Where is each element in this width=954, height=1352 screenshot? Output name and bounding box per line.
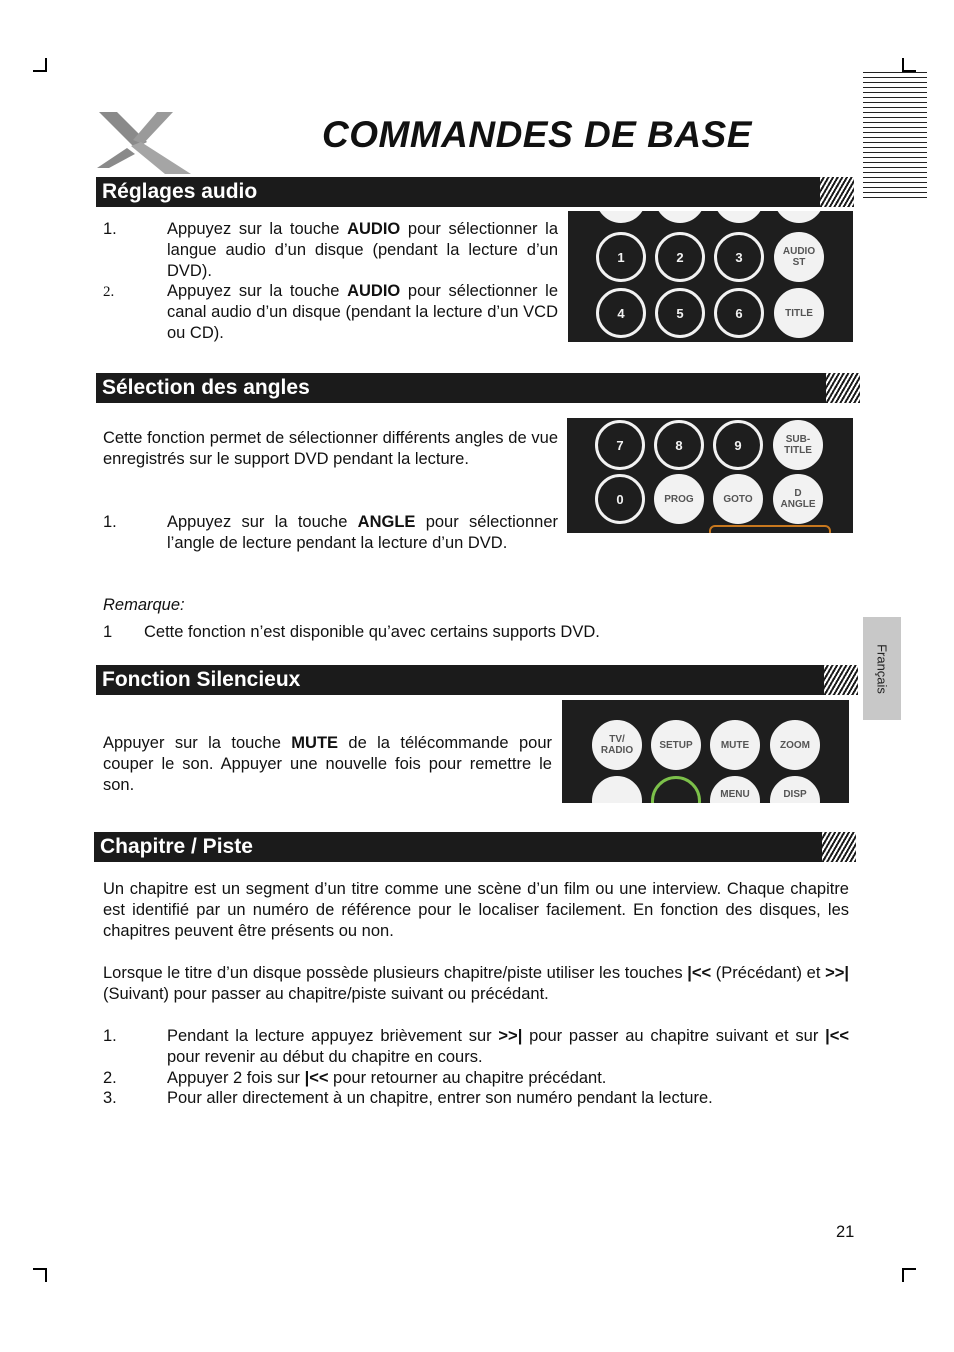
language-tab: Français (863, 617, 901, 720)
heading-pattern (826, 373, 860, 403)
remote-button-3: 3 (714, 232, 764, 282)
remote-button-disp: DISP (770, 776, 820, 803)
crop-mark-bottom-left (33, 1268, 47, 1282)
chapter-paragraph-1: Un chapitre est un segment d’un titre comme une scène d’un film ou une interview. Chaque chapitre est identifié par un numéro de référence pour le localiser facilement. En fonction des disques, les chapitres peuvent être présents ou non. (103, 880, 849, 940)
remote-button-menu: MENU (710, 776, 760, 803)
list-number: 1. (103, 513, 117, 531)
brand-logo-icon (95, 108, 195, 176)
list-number: 1. (103, 220, 117, 238)
mute-paragraph: Appuyer sur la touche MUTE de la télécommande pour couper le son. Appuyer une nouvelle fois pour remettre le son. (103, 734, 552, 794)
remote-button-8: 8 (654, 420, 704, 470)
list-number: 2. (103, 1069, 117, 1087)
remote-button-0: 0 (595, 474, 645, 524)
list-item: Appuyer 2 fois sur |<< pour retourner au chapitre précédant. (167, 1069, 607, 1087)
remote-button-6: 6 (714, 288, 764, 338)
remote-button-zoom: ZOOM (770, 720, 820, 770)
remark-text: Cette fonction n’est disponible qu’avec certains supports DVD. (144, 623, 600, 641)
highlight-frame (709, 525, 831, 533)
remote-button-prog: PROG (654, 474, 704, 524)
remark-number: 1 (103, 623, 113, 641)
list-number: 3. (103, 1089, 117, 1107)
list-item: Pour aller directement à un chapitre, entrer son numéro pendant la lecture. (167, 1089, 713, 1107)
remote-button (714, 211, 764, 223)
remote-image-audio (568, 211, 853, 342)
remote-button-partial (592, 776, 642, 803)
remote-button-tv-radio: TV/ RADIO (592, 720, 642, 770)
chapter-paragraph-2: Lorsque le titre d’un disque possède plusieurs chapitre/piste utiliser les touches |<< (Précédant) et >>| (Suivant) pour passer au chapitre/piste suivant ou précédant. (103, 964, 849, 1003)
heading-pattern (824, 665, 858, 695)
crop-mark-bottom-right (902, 1268, 916, 1282)
heading-pattern (820, 177, 854, 207)
remote-button (596, 211, 646, 223)
remote-button (774, 211, 824, 223)
remote-button-7: 7 (595, 420, 645, 470)
section-heading-angles: Sélection des angles (96, 373, 826, 403)
remote-button-partial (651, 776, 701, 803)
list-number: 1. (103, 1027, 117, 1045)
remote-image-angles (567, 418, 853, 533)
section-heading-audio: Réglages audio (96, 177, 826, 207)
crop-mark-top-left (33, 58, 47, 72)
remote-button-4: 4 (596, 288, 646, 338)
angles-intro: Cette fonction permet de sélectionner différents angles de vue enregistrés sur le support DVD pendant la lecture. (103, 429, 558, 468)
list-item: Appuyez sur la touche AUDIO pour sélectionner la langue audio d’un disque (pendant la lecture d’un DVD). (167, 220, 558, 280)
list-item: Appuyez sur la touche ANGLE pour sélectionner l’angle de lecture pendant la lecture d’un DVD. (167, 513, 558, 552)
remote-button-title: TITLE (774, 288, 824, 338)
remote-button-goto: GOTO (713, 474, 763, 524)
section-heading-chapter: Chapitre / Piste (94, 832, 824, 862)
list-number: 2. (103, 284, 115, 300)
page-title: COMMANDES DE BASE (322, 114, 752, 155)
decorative-lines (863, 72, 927, 200)
crop-mark-top-right (902, 58, 916, 72)
page-number: 21 (836, 1223, 855, 1241)
remote-button-mute: MUTE (710, 720, 760, 770)
remote-button-subtitle: SUB-TITLE (773, 420, 823, 470)
remote-button-angle: D ANGLE (773, 474, 823, 524)
remote-button (655, 211, 705, 223)
remote-button-audio-st: AUDIO ST (774, 232, 824, 282)
list-item: Pendant la lecture appuyez brièvement sur >>| pour passer au chapitre suivant et sur |<< pour revenir au début du chapitre en cours. (167, 1027, 849, 1066)
remote-button-setup: SETUP (651, 720, 701, 770)
section-heading-mute: Fonction Silencieux (96, 665, 826, 695)
list-item: Appuyez sur la touche AUDIO pour sélectionner le canal audio d’un disque (pendant la lecture d’un VCD ou CD). (167, 282, 558, 342)
heading-pattern (822, 832, 856, 862)
remote-button-5: 5 (655, 288, 705, 338)
remote-button-2: 2 (655, 232, 705, 282)
remark-label: Remarque: (103, 596, 185, 614)
remote-image-mute (562, 700, 849, 803)
remote-button-1: 1 (596, 232, 646, 282)
remote-button-9: 9 (713, 420, 763, 470)
